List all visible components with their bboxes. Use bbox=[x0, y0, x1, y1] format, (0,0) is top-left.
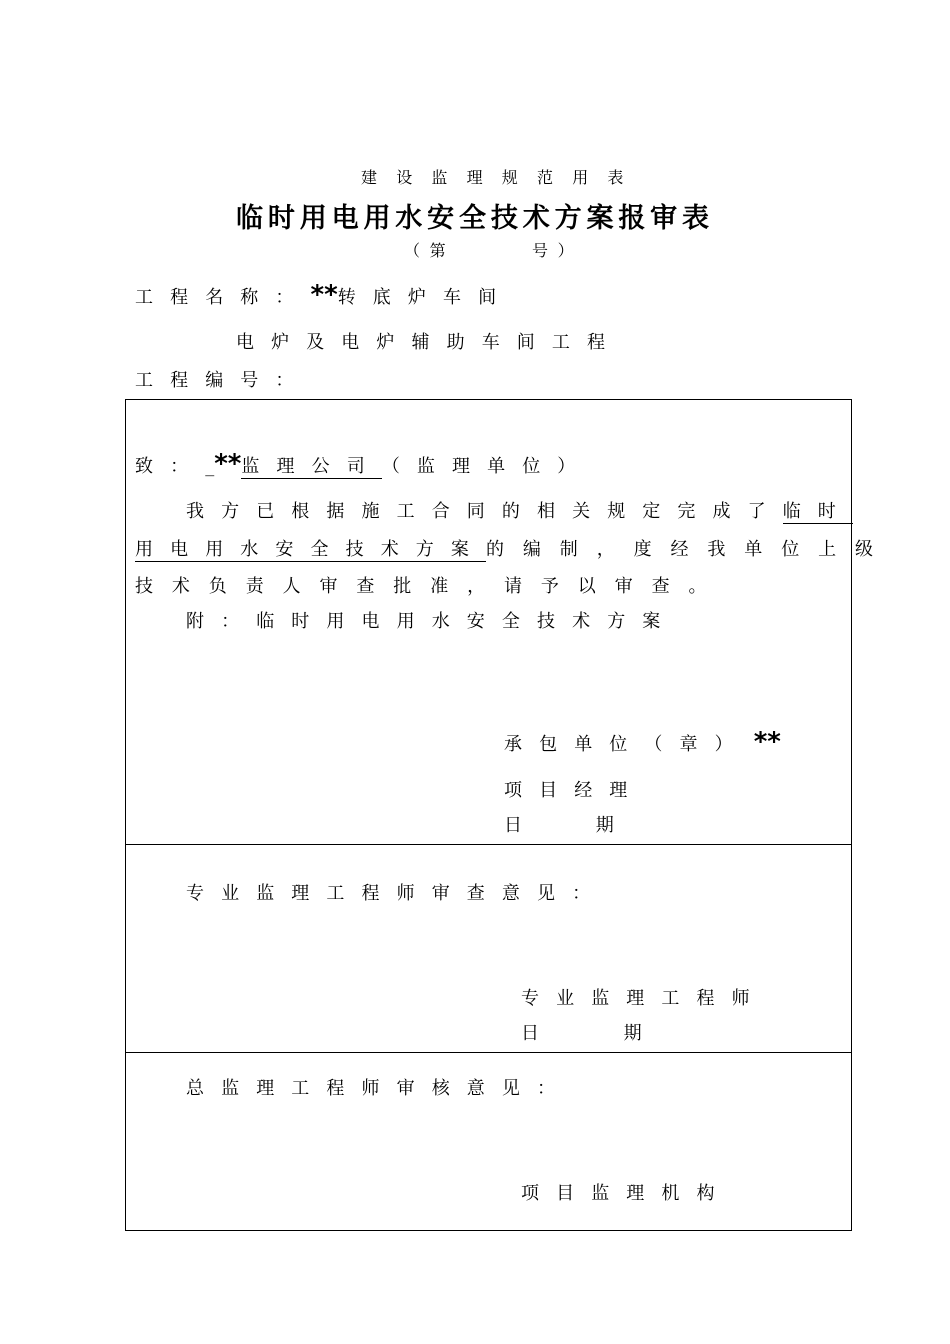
contractor-stars: ** bbox=[753, 727, 781, 757]
recipient-prefix: _ bbox=[205, 456, 215, 477]
project-name-line2: 电炉及电炉辅助车间工程 bbox=[236, 332, 623, 353]
body-line-1 bbox=[186, 497, 853, 523]
project-name-line1: 转底炉车间 bbox=[337, 287, 514, 308]
body-line-2 bbox=[135, 535, 892, 561]
chief-opinion-label: 总监理工程师审核意见： bbox=[186, 1078, 573, 1099]
date-label-2: 日 期 bbox=[521, 1023, 658, 1044]
project-name-stars: ** bbox=[310, 280, 338, 310]
specialist-opinion-label: 专业监理工程师审查意见： bbox=[186, 883, 608, 904]
project-name-row bbox=[135, 280, 513, 310]
body-underlined-2: 用电用水安全技术方案 bbox=[135, 539, 486, 560]
form-table bbox=[125, 399, 852, 1231]
date-label-1: 日 期 bbox=[504, 815, 627, 836]
contractor-row bbox=[504, 727, 781, 757]
specialist-engineer-label: 专业监理工程师 bbox=[521, 988, 767, 1009]
recipient-company: 监理公司 bbox=[241, 456, 382, 477]
recipient-label: 致： bbox=[135, 456, 206, 477]
attachment-line: 附：临时用电用水安全技术方案 bbox=[186, 611, 678, 632]
body-text-1: 我方已根据施工合同的相关规定完成了 bbox=[186, 501, 783, 522]
recipient-stars: ** bbox=[214, 449, 242, 479]
row-divider-2 bbox=[125, 1052, 852, 1053]
body-underlined-1: 临时 bbox=[782, 501, 853, 522]
recipient-row bbox=[135, 449, 592, 479]
form-number: （第 号） bbox=[404, 241, 584, 260]
row-divider-1 bbox=[125, 844, 852, 845]
form-series-label: 建设监理规范用表 bbox=[361, 168, 643, 187]
form-title: 临时用电用水安全技术方案报审表 bbox=[236, 203, 714, 234]
project-name-label: 工程名称： bbox=[135, 287, 311, 308]
project-manager-label: 项目经理 bbox=[504, 780, 645, 801]
supervision-org-label: 项目监理机构 bbox=[521, 1183, 732, 1204]
body-text-2: 的编制，度经我单位上级 bbox=[486, 539, 892, 560]
project-code-label: 工程编号： bbox=[135, 370, 311, 391]
contractor-label: 承包单位（章） bbox=[504, 734, 750, 755]
recipient-unit-type: （监理单位） bbox=[381, 456, 593, 477]
body-line-3: 技术负责人审查批准，请予以审查。 bbox=[135, 576, 726, 597]
